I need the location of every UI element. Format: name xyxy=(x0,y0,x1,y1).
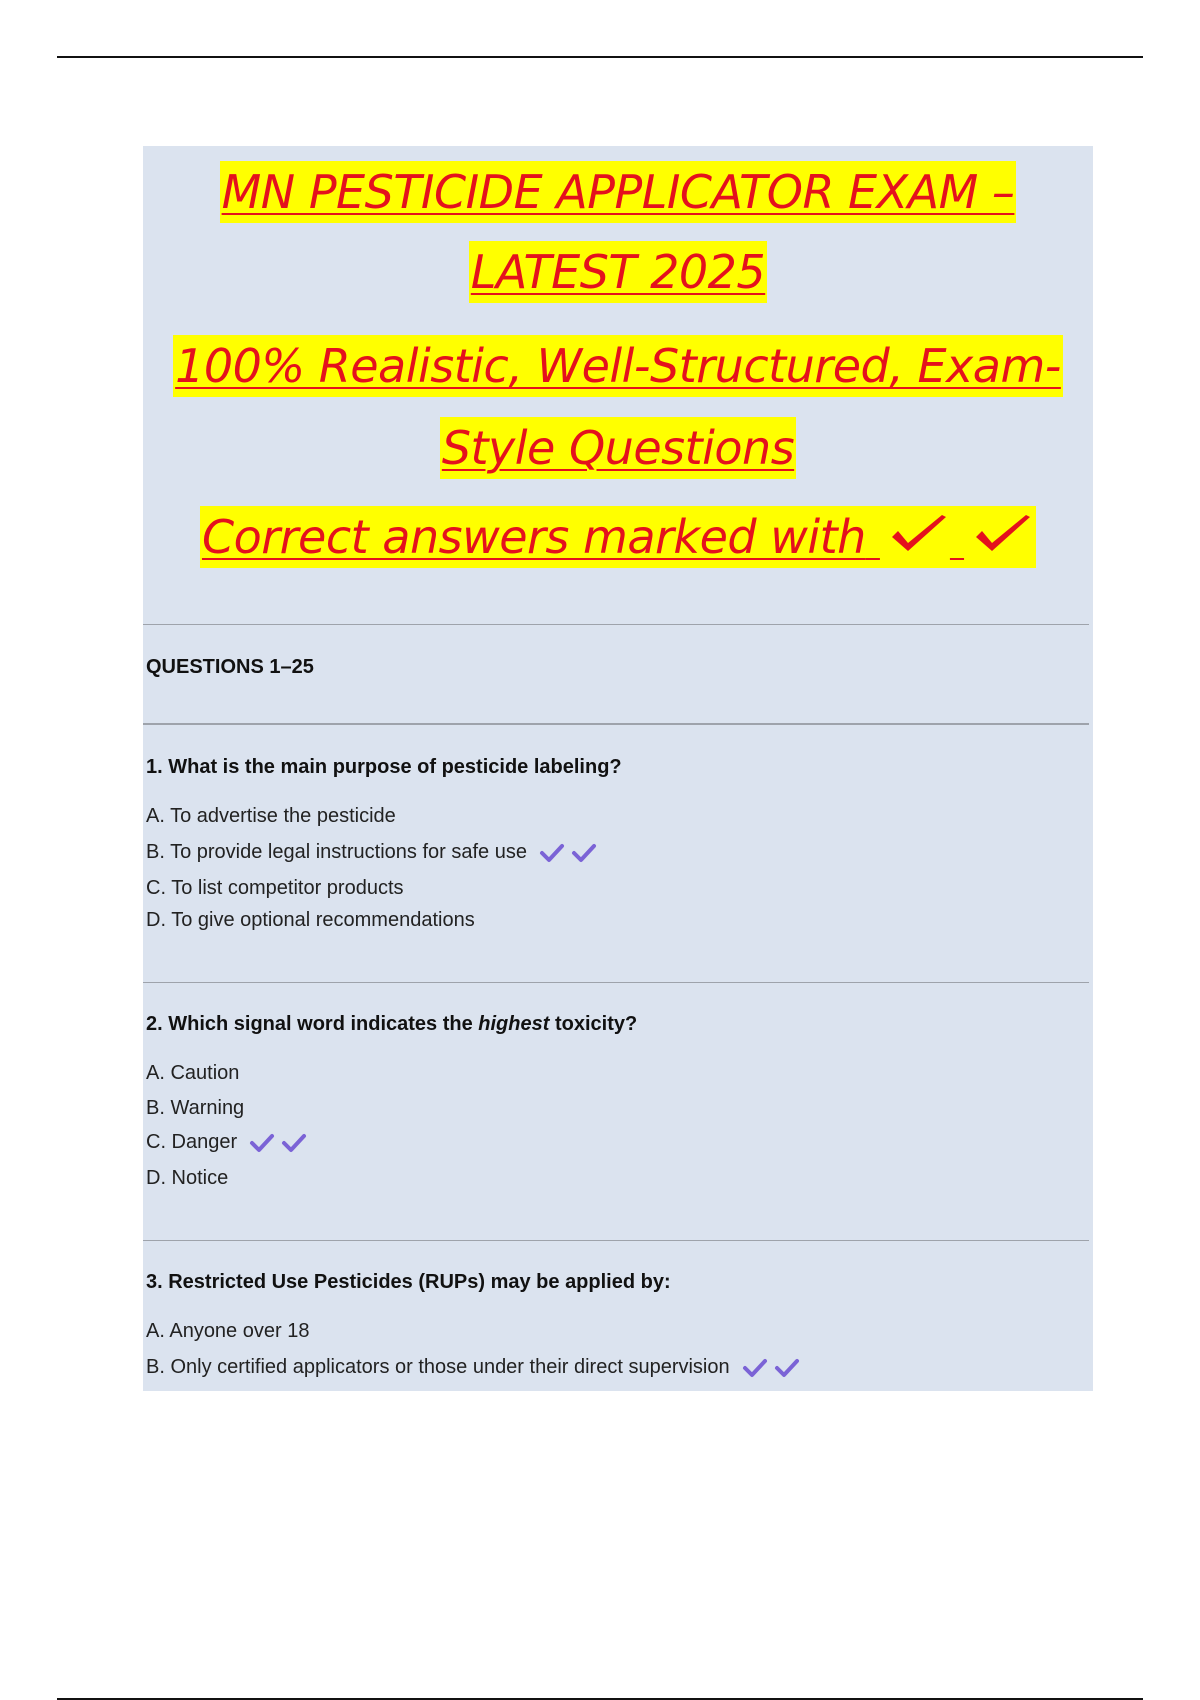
question-3-prompt: 3. Restricted Use Pesticides (RUPs) may be applied by: xyxy=(146,1271,671,1293)
option-label: B. To provide legal instructions for safe use xyxy=(146,841,527,863)
exam-subtitle-line-1: 100% Realistic, Well-Structured, Exam- xyxy=(173,335,1063,397)
option-label: C. Danger xyxy=(146,1131,238,1153)
exam-title-line-2: LATEST 2025 xyxy=(469,241,767,303)
divider xyxy=(143,1240,1089,1241)
divider xyxy=(143,624,1089,625)
question-1-option-b xyxy=(146,841,597,864)
answer-marker-highlight xyxy=(200,506,1036,568)
question-2-prompt xyxy=(146,1013,637,1036)
question-1-option-c xyxy=(146,877,404,900)
question-2-prompt-start: 2. Which signal word indicates the xyxy=(146,1013,479,1035)
option-label: D. To give optional recommendations xyxy=(146,909,475,931)
question-2-option-c xyxy=(146,1131,307,1154)
question-3-option-a xyxy=(146,1320,309,1343)
option-label: A. Caution xyxy=(146,1062,240,1084)
section-label: QUESTIONS 1–25 xyxy=(146,656,314,678)
divider xyxy=(143,982,1089,983)
answer-marker-text: Correct answers marked with xyxy=(201,510,866,564)
exam-subtitle-line-2: Style Questions xyxy=(440,417,796,479)
question-2-prompt-emphasis: highest xyxy=(478,1013,550,1035)
option-label: B. Only certified applicators or those under their direct supervision xyxy=(146,1356,730,1378)
question-2-option-a xyxy=(146,1062,239,1085)
double-check-icon xyxy=(539,843,597,863)
question-2-option-b xyxy=(146,1097,244,1120)
question-3-option-b xyxy=(146,1356,800,1379)
double-check-icon xyxy=(249,1133,307,1153)
option-label: B. Warning xyxy=(146,1097,245,1119)
option-label: C. To list competitor products xyxy=(146,877,404,899)
option-label: D. Notice xyxy=(146,1167,229,1189)
question-1-option-d xyxy=(146,909,475,932)
option-label: A. To advertise the pesticide xyxy=(146,805,396,827)
question-1-prompt: 1. What is the main purpose of pesticide labeling? xyxy=(146,756,622,778)
question-2-option-d xyxy=(146,1167,228,1190)
exam-title xyxy=(143,152,1093,312)
answer-marker-note xyxy=(143,498,1093,580)
question-1-option-a xyxy=(146,805,396,828)
exam-subtitle xyxy=(143,325,1093,489)
option-label: A. Anyone over 18 xyxy=(146,1320,310,1342)
question-2-prompt-end: toxicity? xyxy=(549,1013,638,1035)
double-check-icon xyxy=(742,1358,800,1378)
exam-title-line-1: MN PESTICIDE APPLICATOR EXAM – xyxy=(220,161,1017,223)
page-top-rule xyxy=(57,56,1143,58)
exam-panel xyxy=(143,146,1093,1391)
divider xyxy=(143,723,1089,725)
big-check-icon xyxy=(972,502,1034,580)
big-check-icon xyxy=(888,502,950,580)
